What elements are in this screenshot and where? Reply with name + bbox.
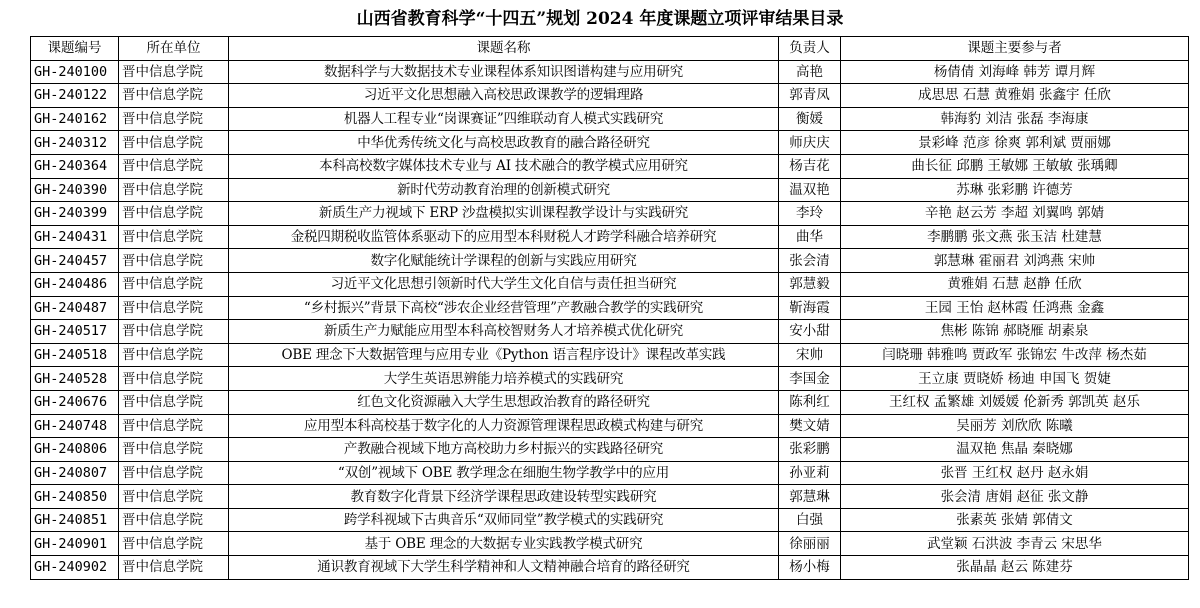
cell-unit: 晋中信息学院: [119, 485, 229, 509]
table-row: [31, 461, 1189, 485]
cell-project-name: “乡村振兴”背景下高校“涉农企业经营管理”产教融合教学的实践研究: [229, 296, 779, 320]
cell-code: GH-240850: [31, 485, 119, 509]
table-row: [31, 131, 1189, 155]
cell-code: GH-240807: [31, 461, 119, 485]
cell-code: GH-240487: [31, 296, 119, 320]
cell-code: GH-240676: [31, 390, 119, 414]
cell-unit: 晋中信息学院: [119, 532, 229, 556]
cell-unit: 晋中信息学院: [119, 367, 229, 391]
cell-project-name: 数据科学与大数据技术专业课程体系知识图谱构建与应用研究: [229, 60, 779, 84]
cell-unit: 晋中信息学院: [119, 178, 229, 202]
cell-participants: 王园 王怡 赵林霞 任鸿燕 金鑫: [841, 296, 1189, 320]
cell-code: GH-240901: [31, 532, 119, 556]
header-unit: 所在单位: [119, 37, 229, 61]
cell-participants: 景彩峰 范彦 徐爽 郭利斌 贾丽娜: [841, 131, 1189, 155]
cell-leader: 高艳: [779, 60, 841, 84]
table-row: [31, 320, 1189, 344]
cell-project-name: 习近平文化思想引领新时代大学生文化自信与责任担当研究: [229, 272, 779, 296]
cell-code: GH-240528: [31, 367, 119, 391]
table-row: [31, 249, 1189, 273]
table-row: [31, 178, 1189, 202]
table-row: [31, 60, 1189, 84]
cell-participants: 黄雅娟 石慧 赵静 任欣: [841, 272, 1189, 296]
cell-participants: 武堂颖 石洪波 李青云 宋思华: [841, 532, 1189, 556]
cell-unit: 晋中信息学院: [119, 249, 229, 273]
cell-participants: 王红权 孟繁雄 刘媛媛 伦新秀 郭凯英 赵乐: [841, 390, 1189, 414]
cell-participants: 张素英 张婧 郭倩文: [841, 508, 1189, 532]
table-row: [31, 438, 1189, 462]
cell-unit: 晋中信息学院: [119, 272, 229, 296]
table-row: [31, 532, 1189, 556]
cell-code: GH-240457: [31, 249, 119, 273]
table-row: [31, 202, 1189, 226]
cell-project-name: 红色文化资源融入大学生思想政治教育的路径研究: [229, 390, 779, 414]
table-row: [31, 390, 1189, 414]
table-header-row: [31, 37, 1189, 61]
cell-unit: 晋中信息学院: [119, 508, 229, 532]
cell-project-name: 习近平文化思想融入高校思政课教学的逻辑理路: [229, 84, 779, 108]
cell-unit: 晋中信息学院: [119, 84, 229, 108]
cell-participants: 杨倩倩 刘海峰 韩芳 谭月辉: [841, 60, 1189, 84]
cell-leader: 陈利红: [779, 390, 841, 414]
cell-project-name: 新质生产力视域下 ERP 沙盘模拟实训课程教学设计与实践研究: [229, 202, 779, 226]
cell-participants: 曲长征 邱鹏 王敏娜 王敏敏 张瑀卿: [841, 154, 1189, 178]
cell-unit: 晋中信息学院: [119, 131, 229, 155]
cell-unit: 晋中信息学院: [119, 60, 229, 84]
cell-leader: 樊文婧: [779, 414, 841, 438]
cell-leader: 杨吉花: [779, 154, 841, 178]
cell-project-name: 教育数字化背景下经济学课程思政建设转型实践研究: [229, 485, 779, 509]
cell-leader: 衡媛: [779, 107, 841, 131]
table-row: [31, 84, 1189, 108]
cell-unit: 晋中信息学院: [119, 438, 229, 462]
cell-unit: 晋中信息学院: [119, 107, 229, 131]
header-project-name: 课题名称: [229, 37, 779, 61]
cell-unit: 晋中信息学院: [119, 461, 229, 485]
cell-code: GH-240312: [31, 131, 119, 155]
cell-leader: 郭慧毅: [779, 272, 841, 296]
cell-code: GH-240100: [31, 60, 119, 84]
table-row: [31, 154, 1189, 178]
cell-leader: 白强: [779, 508, 841, 532]
cell-leader: 师庆庆: [779, 131, 841, 155]
cell-leader: 李国金: [779, 367, 841, 391]
cell-code: GH-240806: [31, 438, 119, 462]
cell-project-name: 金税四期税收监管体系驱动下的应用型本科财税人才跨学科融合培养研究: [229, 225, 779, 249]
table-row: [31, 107, 1189, 131]
cell-project-name: OBE 理念下大数据管理与应用专业《Python 语言程序设计》课程改革实践: [229, 343, 779, 367]
cell-project-name: 大学生英语思辨能力培养模式的实践研究: [229, 367, 779, 391]
table-row: [31, 485, 1189, 509]
cell-code: GH-240431: [31, 225, 119, 249]
cell-unit: 晋中信息学院: [119, 414, 229, 438]
cell-code: GH-240517: [31, 320, 119, 344]
cell-project-name: 新时代劳动教育治理的创新模式研究: [229, 178, 779, 202]
cell-code: GH-240390: [31, 178, 119, 202]
cell-leader: 曲华: [779, 225, 841, 249]
cell-leader: 杨小梅: [779, 556, 841, 580]
cell-participants: 王立康 贾晓娇 杨迪 申国飞 贺婕: [841, 367, 1189, 391]
cell-unit: 晋中信息学院: [119, 343, 229, 367]
cell-code: GH-240748: [31, 414, 119, 438]
cell-project-name: 本科高校数字媒体技术专业与 AI 技术融合的教学模式应用研究: [229, 154, 779, 178]
header-code: 课题编号: [31, 37, 119, 61]
cell-leader: 孙亚莉: [779, 461, 841, 485]
cell-project-name: 应用型本科高校基于数字化的人力资源管理课程思政模式构建与研究: [229, 414, 779, 438]
cell-leader: 靳海霞: [779, 296, 841, 320]
cell-unit: 晋中信息学院: [119, 225, 229, 249]
header-participants: 课题主要参与者: [841, 37, 1189, 61]
table-row: [31, 343, 1189, 367]
table-row: [31, 225, 1189, 249]
cell-participants: 吴丽芳 刘欣欣 陈曦: [841, 414, 1189, 438]
cell-project-name: 产教融合视域下地方高校助力乡村振兴的实践路径研究: [229, 438, 779, 462]
table-body: [31, 60, 1189, 579]
cell-project-name: 基于 OBE 理念的大数据专业实践教学模式研究: [229, 532, 779, 556]
results-table: [30, 36, 1189, 580]
cell-code: GH-240902: [31, 556, 119, 580]
table-row: [31, 367, 1189, 391]
header-leader: 负责人: [779, 37, 841, 61]
cell-participants: 郭慧琳 霍丽君 刘鸿燕 宋帅: [841, 249, 1189, 273]
cell-unit: 晋中信息学院: [119, 390, 229, 414]
cell-leader: 宋帅: [779, 343, 841, 367]
cell-code: GH-240851: [31, 508, 119, 532]
cell-code: GH-240364: [31, 154, 119, 178]
cell-leader: 张会清: [779, 249, 841, 273]
cell-leader: 徐丽丽: [779, 532, 841, 556]
cell-leader: 张彩鹏: [779, 438, 841, 462]
cell-participants: 成思思 石慧 黄雅娟 张鑫宇 任欣: [841, 84, 1189, 108]
cell-participants: 苏琳 张彩鹏 许德芳: [841, 178, 1189, 202]
cell-leader: 郭慧琳: [779, 485, 841, 509]
cell-project-name: 新质生产力赋能应用型本科高校智财务人才培养模式优化研究: [229, 320, 779, 344]
cell-unit: 晋中信息学院: [119, 556, 229, 580]
cell-participants: 张晋 王红权 赵丹 赵永娟: [841, 461, 1189, 485]
cell-project-name: 数字化赋能统计学课程的创新与实践应用研究: [229, 249, 779, 273]
cell-project-name: 中华优秀传统文化与高校思政教育的融合路径研究: [229, 131, 779, 155]
cell-leader: 温双艳: [779, 178, 841, 202]
table-row: [31, 414, 1189, 438]
table-row: [31, 556, 1189, 580]
cell-unit: 晋中信息学院: [119, 202, 229, 226]
cell-code: GH-240518: [31, 343, 119, 367]
table-row: [31, 272, 1189, 296]
cell-project-name: 通识教育视域下大学生科学精神和人文精神融合培育的路径研究: [229, 556, 779, 580]
cell-participants: 温双艳 焦晶 秦晓娜: [841, 438, 1189, 462]
cell-project-name: 跨学科视域下古典音乐“双师同堂”教学模式的实践研究: [229, 508, 779, 532]
cell-participants: 张会清 唐娟 赵征 张文静: [841, 485, 1189, 509]
table-row: [31, 508, 1189, 532]
cell-leader: 安小甜: [779, 320, 841, 344]
cell-unit: 晋中信息学院: [119, 320, 229, 344]
cell-project-name: “双创”视域下 OBE 教学理念在细胞生物学教学中的应用: [229, 461, 779, 485]
cell-unit: 晋中信息学院: [119, 154, 229, 178]
cell-participants: 李鹏鹏 张文燕 张玉洁 杜建慧: [841, 225, 1189, 249]
table-row: [31, 296, 1189, 320]
cell-leader: 郭青凤: [779, 84, 841, 108]
cell-participants: 辛艳 赵云芳 李超 刘翼鸣 郭婧: [841, 202, 1189, 226]
cell-code: GH-240486: [31, 272, 119, 296]
cell-project-name: 机器人工程专业“岗课赛证”四维联动育人模式实践研究: [229, 107, 779, 131]
cell-code: GH-240399: [31, 202, 119, 226]
cell-participants: 韩海豹 刘洁 张磊 李海康: [841, 107, 1189, 131]
cell-participants: 闫晓珊 韩雅鸣 贾政军 张锦宏 牛改萍 杨杰茹: [841, 343, 1189, 367]
cell-leader: 李玲: [779, 202, 841, 226]
cell-code: GH-240122: [31, 84, 119, 108]
cell-participants: 焦彬 陈锦 郝晓雁 胡素泉: [841, 320, 1189, 344]
cell-unit: 晋中信息学院: [119, 296, 229, 320]
cell-participants: 张晶晶 赵云 陈建芬: [841, 556, 1189, 580]
page-title: 山西省教育科学“十四五”规划 2024 年度课题立项评审结果目录: [356, 9, 844, 29]
cell-code: GH-240162: [31, 107, 119, 131]
